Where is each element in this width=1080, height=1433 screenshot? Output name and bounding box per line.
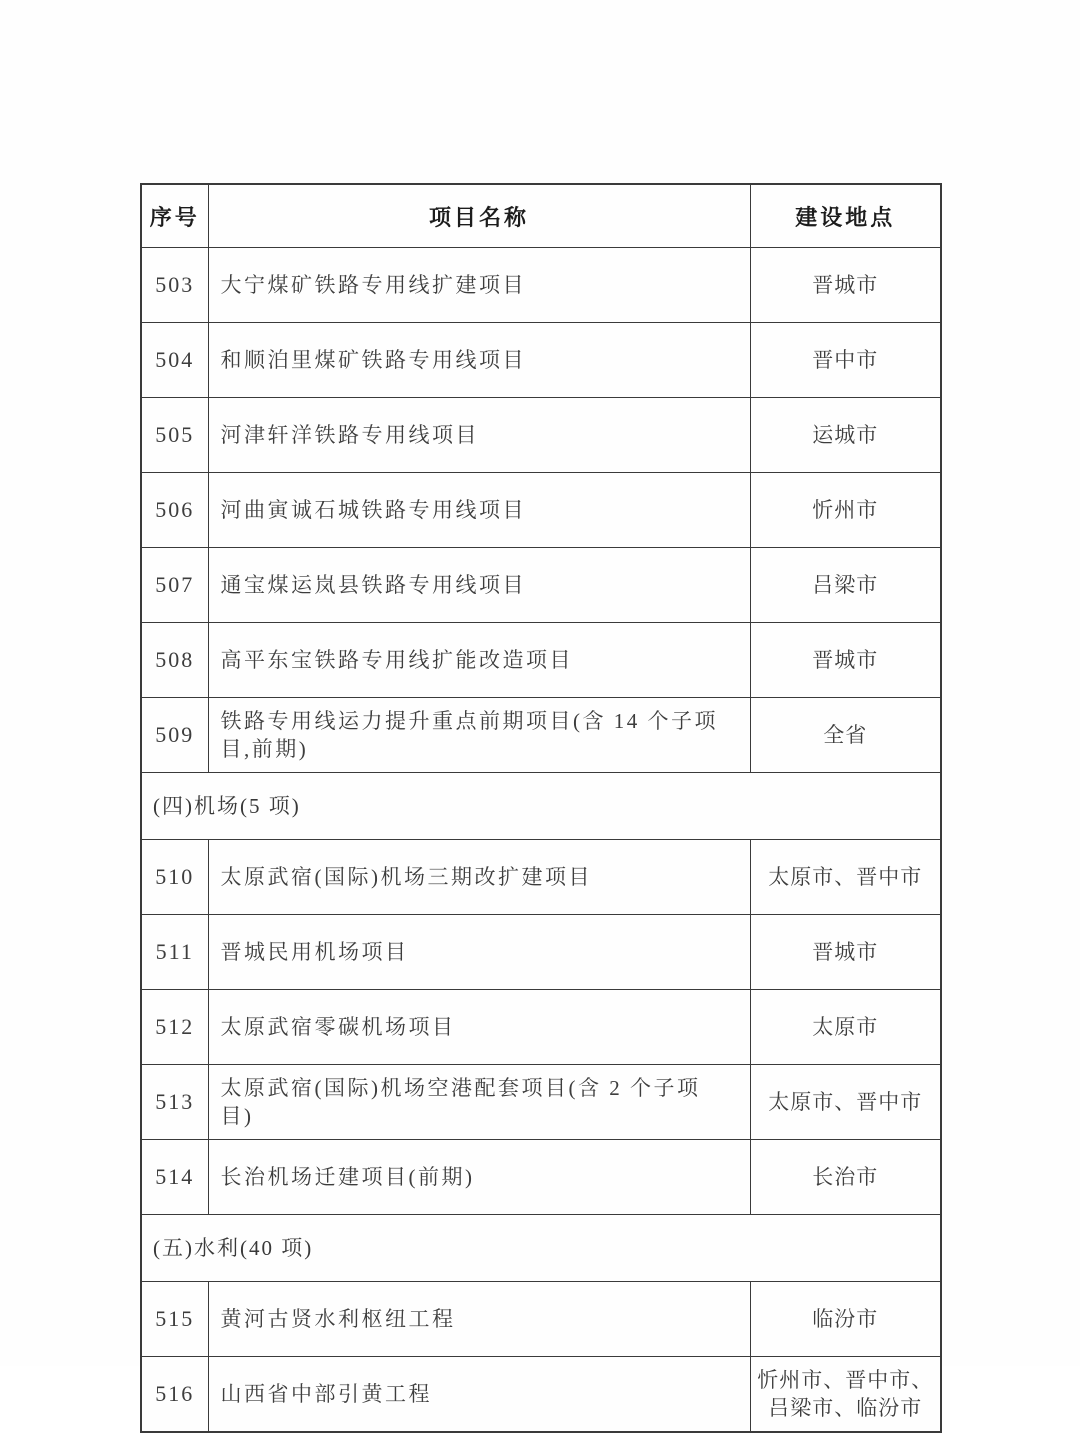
- cell-location: 吕梁市: [750, 548, 941, 623]
- cell-name: 高平东宝铁路专用线扩能改造项目: [208, 623, 750, 698]
- table-row: [141, 323, 941, 398]
- section-label: (四)机场(5 项): [141, 773, 941, 840]
- cell-no: 514: [141, 1140, 208, 1215]
- col-header-name: 项目名称: [208, 184, 750, 248]
- projects-table: [140, 183, 942, 1433]
- col-header-location: 建设地点: [750, 184, 941, 248]
- cell-no: 507: [141, 548, 208, 623]
- cell-name: 河津轩洋铁路专用线项目: [208, 398, 750, 473]
- cell-location: 临汾市: [750, 1282, 941, 1357]
- table-row: [141, 473, 941, 548]
- cell-name: 晋城民用机场项目: [208, 915, 750, 990]
- cell-name: 长治机场迁建项目(前期): [208, 1140, 750, 1215]
- cell-name: 山西省中部引黄工程: [208, 1357, 750, 1433]
- cell-name: 太原武宿(国际)机场三期改扩建项目: [208, 840, 750, 915]
- cell-no: 506: [141, 473, 208, 548]
- cell-location: 忻州市: [750, 473, 941, 548]
- table-row: [141, 698, 941, 773]
- cell-name: 太原武宿零碳机场项目: [208, 990, 750, 1065]
- cell-no: 509: [141, 698, 208, 773]
- cell-location: 晋城市: [750, 623, 941, 698]
- section-label: (五)水利(40 项): [141, 1215, 941, 1282]
- table-row: [141, 1357, 941, 1433]
- table-header-row: [141, 184, 941, 248]
- cell-location: 运城市: [750, 398, 941, 473]
- cell-name: 铁路专用线运力提升重点前期项目(含 14 个子项目,前期): [208, 698, 750, 773]
- cell-location: 长治市: [750, 1140, 941, 1215]
- cell-no: 513: [141, 1065, 208, 1140]
- cell-location: 晋城市: [750, 915, 941, 990]
- table-row: [141, 1282, 941, 1357]
- cell-name: 大宁煤矿铁路专用线扩建项目: [208, 248, 750, 323]
- table-row: [141, 990, 941, 1065]
- cell-name: 太原武宿(国际)机场空港配套项目(含 2 个子项目): [208, 1065, 750, 1140]
- cell-location: 太原市: [750, 990, 941, 1065]
- section-row: [141, 773, 941, 840]
- cell-location: 晋中市: [750, 323, 941, 398]
- cell-no: 504: [141, 323, 208, 398]
- cell-no: 511: [141, 915, 208, 990]
- table-row: [141, 623, 941, 698]
- cell-location: 太原市、晋中市: [750, 840, 941, 915]
- cell-location: 晋城市: [750, 248, 941, 323]
- table-row: [141, 840, 941, 915]
- table-row: [141, 548, 941, 623]
- table-row: [141, 248, 941, 323]
- table-row: [141, 398, 941, 473]
- table-body: [141, 248, 941, 1433]
- cell-name: 河曲寅诚石城铁路专用线项目: [208, 473, 750, 548]
- table-row: [141, 915, 941, 990]
- cell-no: 515: [141, 1282, 208, 1357]
- cell-no: 503: [141, 248, 208, 323]
- cell-name: 和顺泊里煤矿铁路专用线项目: [208, 323, 750, 398]
- cell-no: 512: [141, 990, 208, 1065]
- cell-location: 太原市、晋中市: [750, 1065, 941, 1140]
- section-row: [141, 1215, 941, 1282]
- cell-name: 黄河古贤水利枢纽工程: [208, 1282, 750, 1357]
- table-row: [141, 1065, 941, 1140]
- cell-no: 510: [141, 840, 208, 915]
- table-row: [141, 1140, 941, 1215]
- cell-no: 508: [141, 623, 208, 698]
- cell-no: 505: [141, 398, 208, 473]
- cell-no: 516: [141, 1357, 208, 1433]
- cell-location: 忻州市、晋中市、吕梁市、临汾市: [750, 1357, 941, 1433]
- col-header-no: 序号: [141, 184, 208, 248]
- cell-location: 全省: [750, 698, 941, 773]
- cell-name: 通宝煤运岚县铁路专用线项目: [208, 548, 750, 623]
